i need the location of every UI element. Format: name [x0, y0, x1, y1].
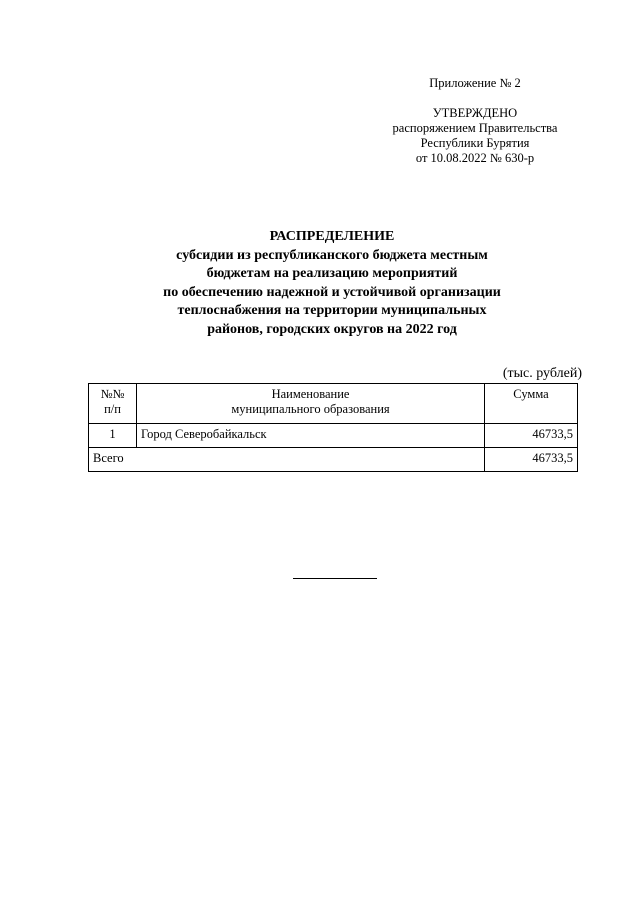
header-name-line-1: Наименование [271, 387, 350, 401]
distribution-table [88, 383, 578, 472]
title-line-5: районов, городских округов на 2022 год [207, 321, 457, 337]
approved-label: УТВЕРЖДЕНО [432, 106, 518, 120]
title-line-4: теплоснабжения на территории муниципальных [177, 303, 487, 318]
approval-date: от 10.08.2022 № 630-р [415, 151, 535, 165]
total-sum: 46733,5 [485, 448, 578, 472]
row-name: Город Северобайкальск [137, 424, 485, 448]
document-title [100, 228, 564, 339]
approved-by-region: Республики Бурятия [420, 136, 530, 150]
header-sum: Сумма [485, 384, 578, 424]
header-number-line-2: п/п [104, 402, 121, 416]
table-row [89, 424, 578, 448]
header-number-line-1: №№ [100, 387, 125, 401]
row-sum: 46733,5 [485, 424, 578, 448]
annex-label: Приложение № 2 [429, 76, 521, 90]
header-number [89, 384, 137, 424]
approved-by-line: распоряжением Правительства [392, 121, 558, 135]
units-label: (тыс. рублей) [502, 366, 582, 381]
approval-block [370, 76, 580, 166]
title-heading: РАСПРЕДЕЛЕНИЕ [269, 229, 395, 244]
table-header-row [89, 384, 578, 424]
header-name [137, 384, 485, 424]
title-line-2: бюджетам на реализацию мероприятий [206, 266, 458, 281]
table-total-row [89, 448, 578, 472]
total-label: Всего [89, 448, 485, 472]
header-name-line-2: муниципального образования [231, 402, 390, 416]
row-number: 1 [89, 424, 137, 448]
title-line-1: субсидии из республиканского бюджета местным [176, 247, 488, 263]
title-line-3: по обеспечению надежной и устойчивой организации [163, 284, 501, 300]
closing-line [293, 578, 377, 579]
